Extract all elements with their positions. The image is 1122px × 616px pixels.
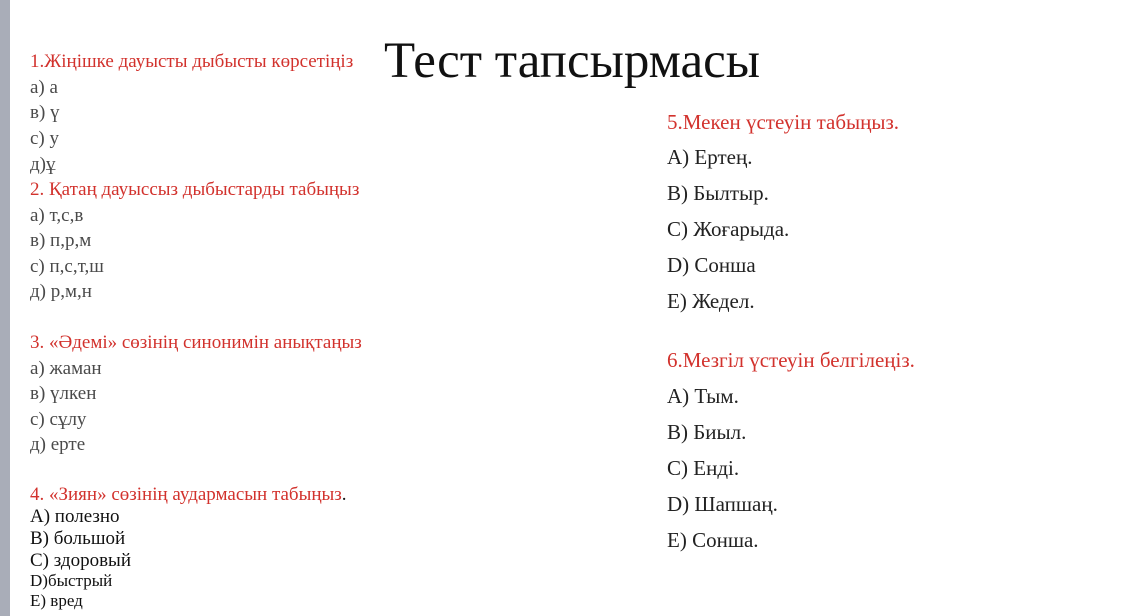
- question-3-option-c: с) сұлу: [30, 409, 87, 430]
- question-4-label: 4. «Зиян» сөзінің аудармасын табыңыз: [30, 484, 342, 505]
- question-5-option-d: D) Сонша: [667, 253, 756, 277]
- question-1-option-a: а) а: [30, 77, 58, 98]
- question-3-option-a: а) жаман: [30, 358, 102, 379]
- question-6-option-e: Е) Сонша.: [667, 528, 759, 552]
- question-2-option-a: а) т,с,в: [30, 205, 84, 226]
- question-1-option-d: д)ұ: [30, 154, 56, 175]
- question-5-option-e: Е) Жедел.: [667, 289, 755, 313]
- question-2-option-c: с) п,с,т,ш: [30, 256, 104, 277]
- question-5-option-b: В) Былтыр.: [667, 181, 769, 205]
- question-3-option-d: д) ерте: [30, 434, 86, 455]
- question-1-text: 1.Жіңішке дауысты дыбысты көрсетіңіз: [30, 51, 354, 72]
- question-3-option-b: в) үлкен: [30, 383, 97, 404]
- question-5-option-c: С) Жоғарыда.: [667, 217, 790, 241]
- slide-title: Тест тапсырмасы: [384, 33, 761, 89]
- question-1-option-b: в) ү: [30, 102, 60, 123]
- question-4-option-a: А) полезно: [30, 506, 120, 527]
- question-6-option-a: А) Тым.: [667, 384, 739, 408]
- question-1-option-c: с) у: [30, 128, 60, 149]
- question-2-option-d: д) р,м,н: [30, 281, 92, 302]
- question-4-text: [30, 484, 347, 506]
- question-2-option-b: в) п,р,м: [30, 230, 92, 251]
- question-6-option-b: В) Биыл.: [667, 420, 747, 444]
- question-6-option-d: D) Шапшаң.: [667, 492, 778, 516]
- question-5-option-a: А) Ертең.: [667, 145, 753, 169]
- slide-left-edge-bar: [0, 0, 10, 616]
- question-4-option-d: D)быстрый: [30, 571, 113, 590]
- question-2-text: 2. Қатаң дауыссыз дыбыстарды табыңыз: [30, 179, 360, 200]
- question-4-period: .: [341, 484, 347, 505]
- question-4-option-c: С) здоровый: [30, 550, 131, 571]
- question-6-text: 6.Мезгіл үстеуін белгілеңіз.: [667, 348, 915, 372]
- question-4-option-e: Е) вред: [30, 591, 83, 610]
- question-3-text: 3. «Әдемі» сөзінің синонимін анықтаңыз: [30, 332, 362, 353]
- question-6-option-c: С) Енді.: [667, 456, 740, 480]
- question-4-option-b: В) большой: [30, 528, 126, 549]
- question-5-text: 5.Мекен үстеуін табыңыз.: [667, 110, 900, 134]
